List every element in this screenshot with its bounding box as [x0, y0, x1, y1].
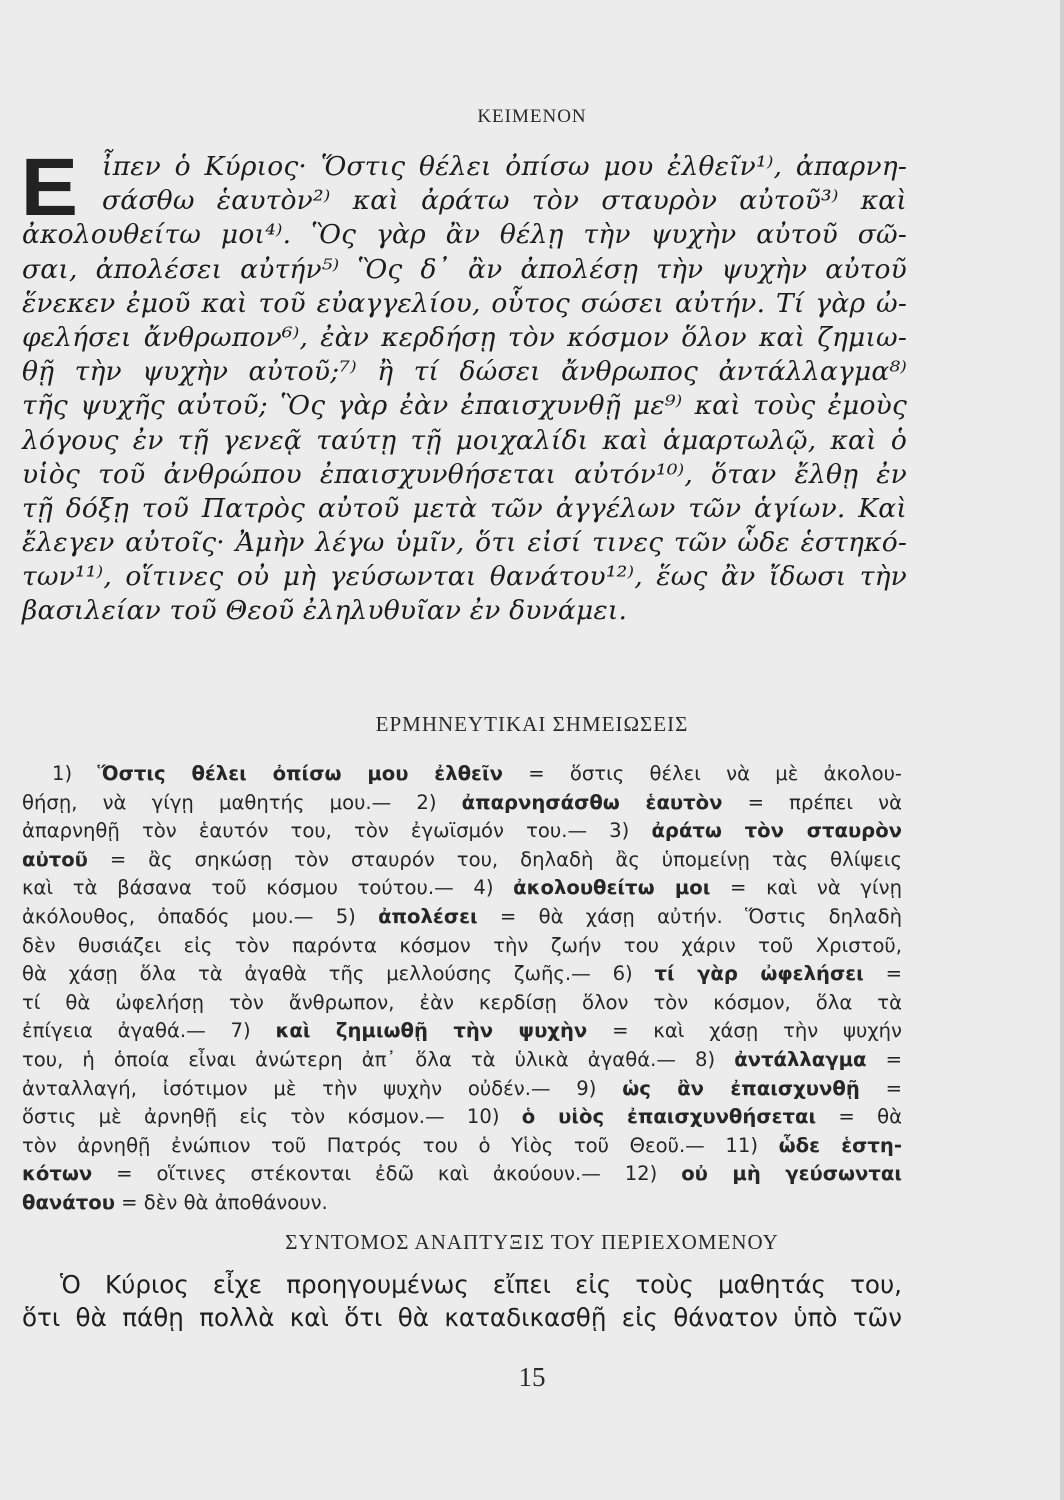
interpretive-notes [22, 760, 902, 1218]
note-gloss: = δὲν θὰ ἀποθάνουν. [114, 1190, 328, 1214]
note-term: ἀράτω τὸν σταυρὸν [651, 819, 903, 843]
note-gloss: = οἵτινες στέκονται ἐδῶ καὶ ἀκούουν.— 12) [92, 1162, 682, 1186]
scripture-line: τῇ δόξῃ τοῦ Πατρὸς αὐτοῦ μετὰ τῶν ἀγγέλων τῶν ἁγίων. Καὶ [22, 492, 907, 524]
note-term: ἀπολέσει [378, 904, 478, 928]
note-gloss: ἀκόλουθος, ὀπαδός μου.— 5) [22, 904, 379, 928]
scripture-line: βασιλείαν τοῦ Θεοῦ ἐληλυθυῖαν ἐν δυνάμει. [22, 595, 628, 627]
note-term: ἀντάλλαγμα [734, 1047, 867, 1071]
note-term: Ὅστις θέλει ὀπίσω μου ἐλθεῖν [97, 762, 503, 785]
note-term: οὐ μὴ γεύσωνται [681, 1162, 902, 1186]
note-line [22, 1075, 902, 1104]
scripture-line: των¹¹⁾, οἵτινες οὐ μὴ γεύσωνται θανάτου¹²⁾, ἕως ἂν ἴδωσι τὴν [22, 561, 907, 593]
note-gloss: = καὶ νὰ γίνῃ [710, 876, 902, 900]
scripture-line: ἀκολουθείτω μοι⁴⁾. Ὃς γὰρ ἂν θέλῃ τὴν ψυχὴν αὐτοῦ σῶ- [22, 219, 907, 251]
note-gloss: θήσῃ, νὰ γίγῃ μαθητής μου.— 2) [22, 790, 462, 814]
note-gloss: ὅστις μὲ ἀρνηθῇ εἰς τὸν κόσμον.— 10) [22, 1105, 522, 1129]
summary-title: ΣΥΝΤΟΜΟΣ ΑΝΑΠΤΥΞΙΣ ΤΟΥ ΠΕΡΙΕΧΟΜΕΝΟΥ [285, 1230, 779, 1254]
note-term: ὁ υἱὸς ἐπαισχυνθήσεται [521, 1105, 817, 1129]
note-gloss: ἐπίγεια ἀγαθά.— 7) [22, 1019, 276, 1043]
scripture-line: ἔλεγεν αὐτοῖς· Ἀμὴν λέγω ὑμῖν, ὅτι εἰσί τινες τῶν ὧδε ἑστηκό- [22, 527, 907, 559]
note-gloss: ἀπαρνηθῇ τὸν ἑαυτόν του, τὸν ἐγωϊσμόν του.— 3) [22, 819, 652, 843]
scripture-line: υἱὸς τοῦ ἀνθρώπου ἐπαισχυνθήσεται αὐτόν¹⁰⁾, ὅταν ἔλθῃ ἐν [22, 458, 907, 490]
scripture-line: σαι, ἀπολέσει αὐτήν⁵⁾ Ὃς δ᾿ ἂν ἀπολέσῃ τὴν ψυχὴν αὐτοῦ [22, 253, 907, 285]
note-term: καὶ ζημιωθῇ τὴν ψυχὴν [275, 1019, 588, 1043]
scripture-line: ἕνεκεν ἐμοῦ καὶ τοῦ εὐαγγελίου, οὗτος σώσει αὐτήν. Τί γὰρ ὠ- [22, 287, 907, 319]
note-gloss: του, ἡ ὁποία εἶναι ἀνώτερη ἀπ᾿ ὅλα τὰ ὑλικὰ ἀγαθά.— 8) [22, 1047, 735, 1071]
scripture-line: φελήσει ἄνθρωπον⁶⁾, ἐὰν κερδήσῃ τὸν κόσμον ὅλον καὶ ζημιω- [22, 321, 907, 353]
note-term: ἀκολουθείτω μοι [513, 876, 711, 900]
summary-text [22, 1268, 902, 1334]
summary-line: ὅτι θὰ πάθῃ πολλὰ καὶ ὅτι θὰ καταδικασθῇ εἰς θάνατον ὑπὸ τῶν [22, 1303, 902, 1332]
note-gloss: δὲν θυσιάζει εἰς τὸν παρόντα κόσμον τὴν ζωήν του χάριν τοῦ Χριστοῦ, [22, 933, 902, 957]
scripture-line: σάσθω ἑαυτὸν²⁾ καὶ ἀράτω τὸν σταυρὸν αὐτοῦ³⁾ καὶ [102, 185, 907, 217]
note-gloss: καὶ τὰ βάσανα τοῦ κόσμου τούτου.— 4) [22, 876, 514, 900]
note-term: τί γὰρ ὠφελήσει [654, 962, 864, 986]
note-gloss: = [863, 962, 902, 986]
note-term: θανάτου [22, 1190, 115, 1214]
running-title: ΚΕΙΜΕΝΟΝ [477, 106, 587, 127]
note-term: ὧδε ἑστη- [778, 1133, 902, 1157]
scripture-line: θῇ τὴν ψυχὴν αὐτοῦ;⁷⁾ ἢ τί δώσει ἄνθρωπος ἀντάλλαγμα⁸⁾ [22, 356, 907, 388]
drop-cap: Ε [20, 142, 79, 233]
page-number: 15 [518, 1362, 546, 1392]
note-line [22, 989, 902, 1018]
note-gloss: τί θὰ ὠφελήσῃ τὸν ἄνθρωπον, ἐὰν κερδίσῃ ὅλον τὸν κόσμον, ὅλα τὰ [22, 990, 902, 1014]
scripture-line: ἶπεν ὁ Κύριος· Ὅστις θέλει ὀπίσω μου ἐλθεῖν¹⁾, ἀπαρνη- [102, 151, 907, 182]
note-gloss: = ὅστις θέλει νὰ μὲ ἀκολου- [502, 762, 902, 785]
note-line [22, 903, 902, 932]
note-gloss: = καὶ χάσῃ τὴν ψυχήν [587, 1019, 903, 1043]
scripture-line: τῆς ψυχῆς αὐτοῦ; Ὃς γὰρ ἐὰν ἐπαισχυνθῇ με⁹⁾ καὶ τοὺς ἐμοὺς [22, 390, 907, 422]
note-term: ἀπαρνησάσθω ἑαυτὸν [461, 790, 723, 814]
scripture-text [20, 142, 907, 629]
note-gloss: = [859, 1076, 902, 1100]
note-gloss: = πρέπει νὰ [722, 790, 902, 814]
note-line [22, 817, 902, 846]
note-term: αὐτοῦ [22, 847, 88, 871]
note-gloss: 1) [52, 762, 98, 785]
note-line [22, 874, 902, 903]
note-term: κότων [22, 1162, 93, 1186]
note-gloss: ἀνταλλαγή, ἰσότιμον μὲ τὴν ψυχὴν οὐδέν.— 9) [22, 1076, 623, 1100]
note-gloss: = θὰ [816, 1105, 903, 1129]
note-line [22, 1046, 902, 1075]
note-gloss: = [866, 1047, 902, 1071]
notes-title: ΕΡΜΗΝΕΥΤΙΚΑΙ ΣΗΜΕΙΩΣΕΙΣ [375, 712, 689, 736]
note-line [22, 1103, 902, 1132]
note-line [22, 960, 902, 989]
note-line [22, 1017, 902, 1046]
note-line [22, 1160, 902, 1189]
note-term: ὡς ἂν ἐπαισχυνθῇ [622, 1076, 860, 1100]
note-gloss: = θὰ χάσῃ αὐτήν. Ὅστις δηλαδὴ [477, 904, 902, 928]
note-line [22, 760, 902, 789]
note-line [22, 789, 902, 818]
note-line [22, 1132, 902, 1161]
note-gloss: θὰ χάσῃ ὅλα τὰ ἀγαθὰ τῆς μελλούσης ζωῆς.— 6) [22, 962, 655, 986]
summary-line: Ὁ Κύριος εἶχε προηγουμένως εἴπει εἰς τοὺς μαθητάς του, [60, 1270, 902, 1299]
note-gloss: = ἂς σηκώσῃ τὸν σταυρόν του, δηλαδὴ ἂς ὑπομείνῃ τὰς θλίψεις [87, 847, 902, 871]
scan-edge [1060, 0, 1064, 1500]
note-line [22, 1189, 902, 1218]
note-gloss: τὸν ἀρνηθῇ ἐνώπιον τοῦ Πατρός του ὁ Υἱὸς τοῦ Θεοῦ.— 11) [22, 1133, 779, 1157]
scripture-line: λόγους ἐν τῇ γενεᾷ ταύτῃ τῇ μοιχαλίδι καὶ ἁμαρτωλῷ, καὶ ὁ [22, 424, 907, 456]
note-line [22, 932, 902, 961]
note-line [22, 846, 902, 875]
